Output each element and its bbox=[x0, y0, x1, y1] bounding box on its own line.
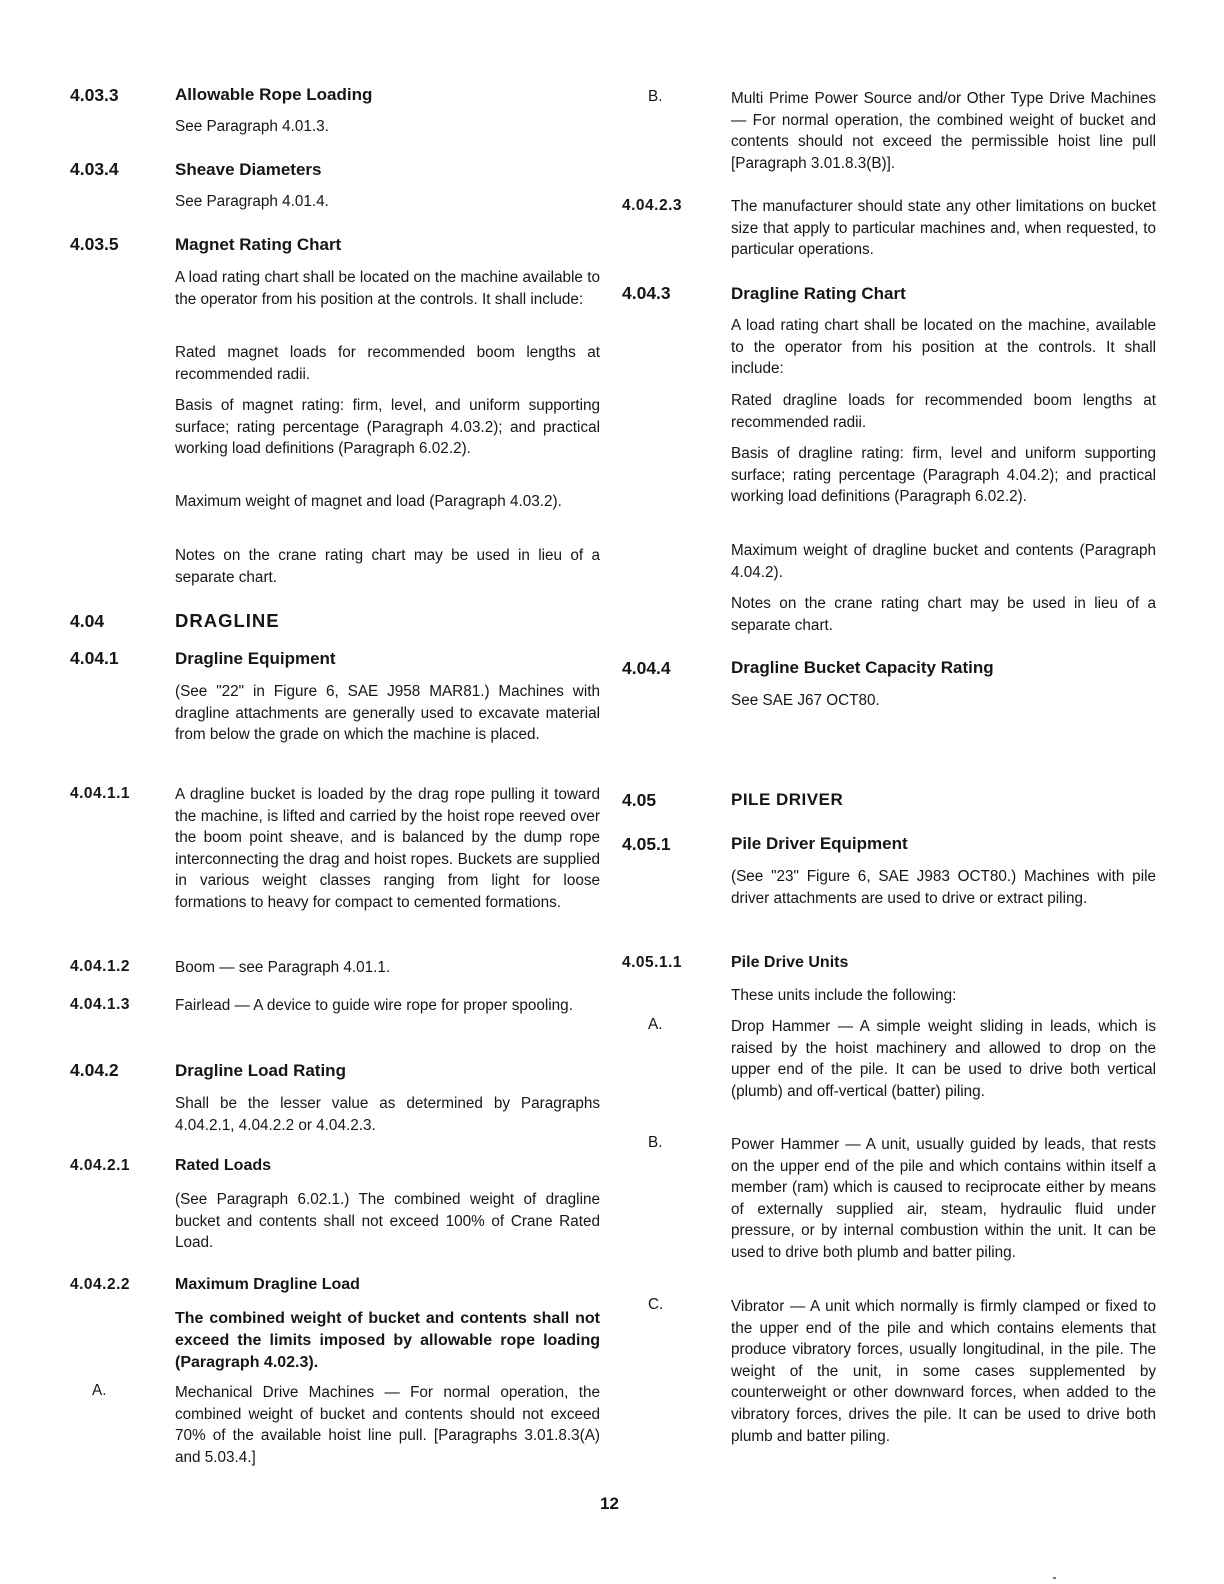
section-title: Maximum Dragline Load bbox=[175, 1276, 360, 1293]
list-item-text: Power Hammer — A unit, usually guided by leads, that rests on the upper end of the pile and which contains within itself a member (ram) which is caused to reciprocate either by means of externally supplied air, steam, hydraulic fluid under pressure, or by internal combustion within the unit. It can be used to drive both plumb and batter piling. bbox=[731, 1136, 1156, 1261]
list-item-text: Drop Hammer — A simple weight sliding in leads, which is raised by the hoist machinery and allowed to drop on the upper end of the pile. It can be used to drive both vertical (plumb) and off-vertical (batter) piling. bbox=[731, 1018, 1156, 1100]
section-title: Magnet Rating Chart bbox=[175, 235, 342, 254]
paragraph: Rated dragline loads for recommended boom lengths at recommended radii. bbox=[731, 392, 1156, 431]
paragraph: Rated magnet loads for recommended boom lengths at recommended radii. bbox=[175, 344, 600, 383]
section-title: Pile Driver Equipment bbox=[731, 834, 908, 853]
section-number: 4.04.1 bbox=[70, 648, 119, 668]
list-item-text: Vibrator — A unit which normally is firmly clamped or fixed to the upper end of the pile and which contains elements that produce vibratory forces, usually longitudinal, in the pile. The weight of the unit, in some cases supplemented by counterweight or other downward forces, when added to the vibratory forces, drives the pile. It can be used to drive both plumb and batter piling. bbox=[731, 1298, 1156, 1445]
paragraph: A load rating chart shall be located on the machine, available to the operator from his position at the controls. It shall include: bbox=[731, 317, 1156, 378]
list-label: B. bbox=[648, 88, 663, 105]
section-number: 4.04 bbox=[70, 611, 105, 631]
section-number: 4.04.3 bbox=[622, 283, 671, 303]
paragraph: Shall be the lesser value as determined by Paragraphs 4.04.2.1, 4.04.2.2 or 4.04.2.3. bbox=[175, 1095, 600, 1134]
paragraph: Notes on the crane rating chart may be used in lieu of a separate chart. bbox=[175, 547, 600, 586]
section-title: Pile Drive Units bbox=[731, 954, 849, 971]
section-title: Allowable Rope Loading bbox=[175, 85, 373, 104]
scan-speck bbox=[1053, 1577, 1056, 1579]
paragraph: A load rating chart shall be located on the machine available to the operator from his position at the controls. It shall include: bbox=[175, 269, 600, 308]
section-number: 4.04.1.1 bbox=[70, 785, 131, 802]
paragraph: See Paragraph 4.01.4. bbox=[175, 193, 329, 210]
section-title: Dragline Bucket Capacity Rating bbox=[731, 658, 994, 677]
paragraph: See Paragraph 4.01.3. bbox=[175, 118, 329, 135]
section-title: Dragline Rating Chart bbox=[731, 284, 906, 303]
paragraph: These units include the following: bbox=[731, 987, 957, 1004]
section-number: 4.04.2.1 bbox=[70, 1157, 131, 1174]
section-number: 4.04.1.3 bbox=[70, 996, 131, 1013]
section-number: 4.03.4 bbox=[70, 159, 119, 179]
section-number: 4.04.2.2 bbox=[70, 1276, 131, 1293]
paragraph: Basis of dragline rating: firm, level and uniform supporting surface; rating percentage (Paragraph 4.04.2); and practical working load definitions (Paragraph 6.02.2). bbox=[731, 445, 1156, 506]
section-number: 4.05 bbox=[622, 790, 657, 810]
section-title: DRAGLINE bbox=[175, 610, 280, 631]
list-label: C. bbox=[648, 1296, 664, 1313]
section-number: 4.04.2.3 bbox=[622, 197, 683, 214]
section-number: 4.05.1.1 bbox=[622, 954, 683, 971]
paragraph: Boom — see Paragraph 4.01.1. bbox=[175, 959, 391, 976]
paragraph: (See "22" in Figure 6, SAE J958 MAR81.) Machines with dragline attachments are generally used to excavate material from below the grade on which the machine is placed. bbox=[175, 683, 600, 744]
section-title: PILE DRIVER bbox=[731, 790, 844, 809]
paragraph: Maximum weight of magnet and load (Paragraph 4.03.2). bbox=[175, 493, 562, 510]
section-number: 4.03.5 bbox=[70, 234, 119, 254]
paragraph-bold: The combined weight of bucket and contents shall not exceed the limits imposed by allowable rope loading (Paragraph 4.02.3). bbox=[175, 1310, 600, 1371]
section-title: Dragline Load Rating bbox=[175, 1061, 346, 1080]
section-title: Sheave Diameters bbox=[175, 160, 322, 179]
paragraph: (See Paragraph 6.02.1.) The combined weight of dragline bucket and contents shall not exceed 100% of Crane Rated Load. bbox=[175, 1191, 600, 1252]
list-item-text: Multi Prime Power Source and/or Other Type Drive Machines — For normal operation, the combined weight of bucket and contents should not exceed the permissible hoist line pull [Paragraph 3.01.8.3(B)]. bbox=[731, 90, 1156, 172]
paragraph: Basis of magnet rating: firm, level, and uniform supporting surface; rating percentage (Paragraph 4.03.2); and practical working load definitions (Paragraph 6.02.2). bbox=[175, 397, 600, 458]
section-number: 4.03.3 bbox=[70, 85, 119, 105]
section-number: 4.04.4 bbox=[622, 658, 671, 678]
list-label: A. bbox=[92, 1382, 107, 1399]
paragraph: The manufacturer should state any other limitations on bucket size that apply to particular machines and, when requested, to particular operations. bbox=[731, 198, 1156, 259]
page-number: 12 bbox=[600, 1494, 619, 1513]
section-number: 4.04.1.2 bbox=[70, 958, 131, 975]
paragraph: Fairlead — A device to guide wire rope for proper spooling. bbox=[175, 997, 573, 1014]
section-title: Rated Loads bbox=[175, 1157, 272, 1174]
list-label: B. bbox=[648, 1134, 663, 1151]
paragraph: See SAE J67 OCT80. bbox=[731, 692, 880, 709]
list-item-text: Mechanical Drive Machines — For normal operation, the combined weight of bucket and contents should not exceed 70% of the available hoist line pull. [Paragraphs 3.01.8.3(A) and 5.03.4.] bbox=[175, 1384, 600, 1466]
section-number: 4.05.1 bbox=[622, 834, 671, 854]
section-title: Dragline Equipment bbox=[175, 649, 336, 668]
section-number: 4.04.2 bbox=[70, 1060, 119, 1080]
paragraph: (See "23" Figure 6, SAE J983 OCT80.) Machines with pile driver attachments are used to drive or extract piling. bbox=[731, 868, 1156, 907]
paragraph: Notes on the crane rating chart may be used in lieu of a separate chart. bbox=[731, 595, 1156, 634]
paragraph: A dragline bucket is loaded by the drag rope pulling it toward the machine, is lifted and carried by the hoist rope reeved over the boom point sheave, and is balanced by the dump rope interconnecting the drag and hoist ropes. Buckets are supplied in various weight classes ranging from light for loose formations to heavy for compact to cemented formations. bbox=[175, 786, 600, 911]
list-label: A. bbox=[648, 1016, 663, 1033]
paragraph: Maximum weight of dragline bucket and contents (Paragraph 4.04.2). bbox=[731, 542, 1156, 581]
